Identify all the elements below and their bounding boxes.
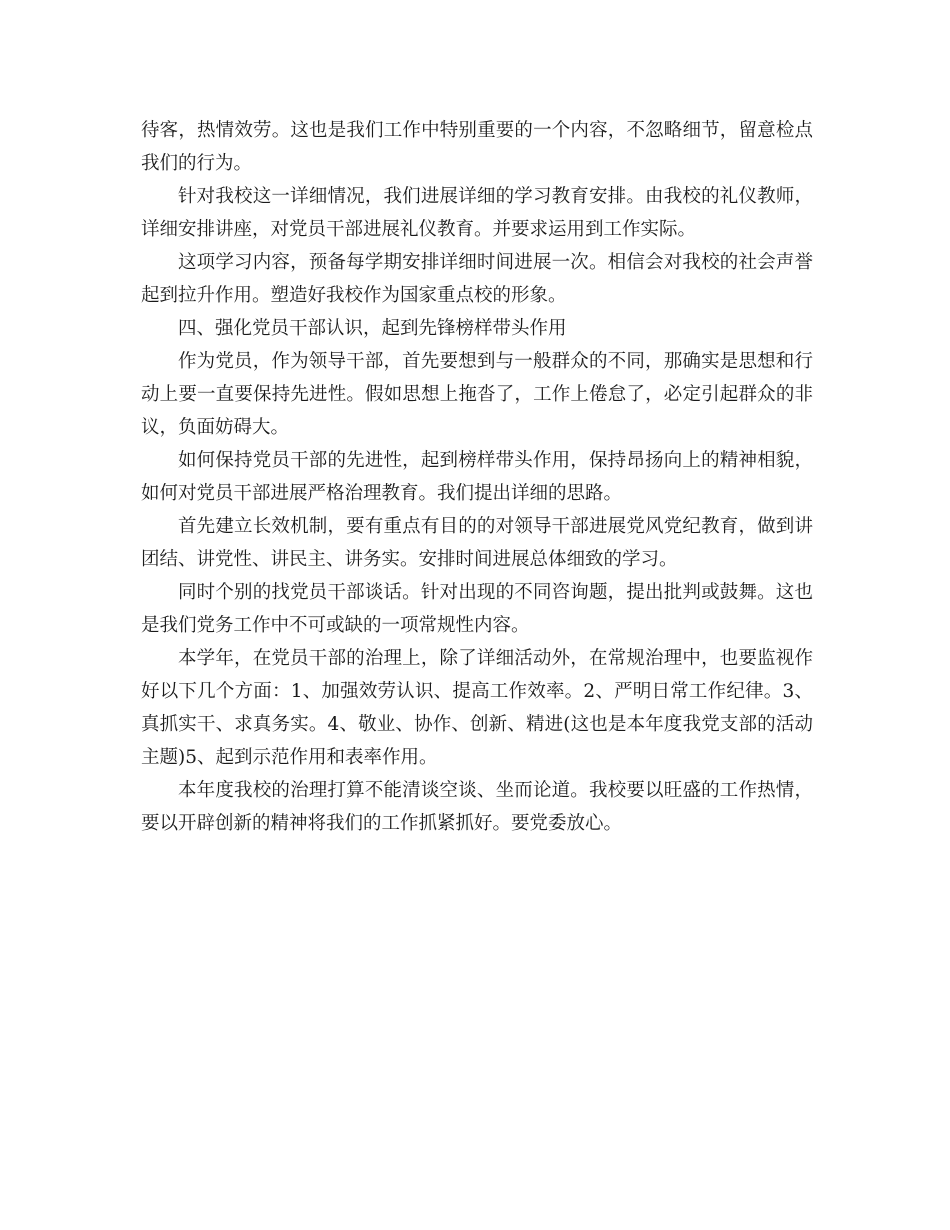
paragraph-10: 本年度我校的治理打算不能清谈空谈、坐而论道。我校要以旺盛的工作热情，要以开辟创新的精神将我们的工作抓紧抓好。要党委放心。	[141, 780, 813, 834]
paragraph-1: 待客，热情效劳。这也是我们工作中特别重要的一个内容，不忽略细节，留意检点我们的行为。	[141, 120, 813, 174]
paragraph-8: 同时个别的找党员干部谈话。针对出现的不同咨询题，提出批判或鼓舞。这也是我们党务工作中不可或缺的一项常规性内容。	[141, 582, 813, 636]
paragraph-7: 首先建立长效机制，要有重点有目的的对领导干部进展党风党纪教育，做到讲团结、讲党性、讲民主、讲务实。安排时间进展总体细致的学习。	[141, 516, 813, 570]
document-page	[141, 114, 813, 840]
paragraph-6: 如何保持党员干部的先进性，起到榜样带头作用，保持昂扬向上的精神相貌，如何对党员干部进展严格治理教育。我们提出详细的思路。	[141, 450, 813, 504]
paragraph-9: 本学年，在党员干部的治理上，除了详细活动外，在常规治理中，也要监视作好以下几个方面：1、加强效劳认识、提高工作效率。2、严明日常工作纪律。3、真抓实干、求真务实。4、敬业、协作、创新、精进(这也是本年度我党支部的活动主题)5、起到示范作用和表率作用。	[141, 648, 813, 768]
paragraph-3: 这项学习内容，预备每学期安排详细时间进展一次。相信会对我校的社会声誉起到拉升作用。塑造好我校作为国家重点校的形象。	[141, 252, 813, 306]
section-heading-4: 四、强化党员干部认识，起到先锋榜样带头作用	[178, 318, 567, 339]
paragraph-5: 作为党员，作为领导干部，首先要想到与一般群众的不同，那确实是思想和行动上要一直要保持先进性。假如思想上拖沓了，工作上倦怠了，必定引起群众的非议，负面妨碍大。	[141, 351, 813, 438]
paragraph-2: 针对我校这一详细情况，我们进展详细的学习教育安排。由我校的礼仪教师，详细安排讲座，对党员干部进展礼仪教育。并要求运用到工作实际。	[141, 186, 813, 240]
